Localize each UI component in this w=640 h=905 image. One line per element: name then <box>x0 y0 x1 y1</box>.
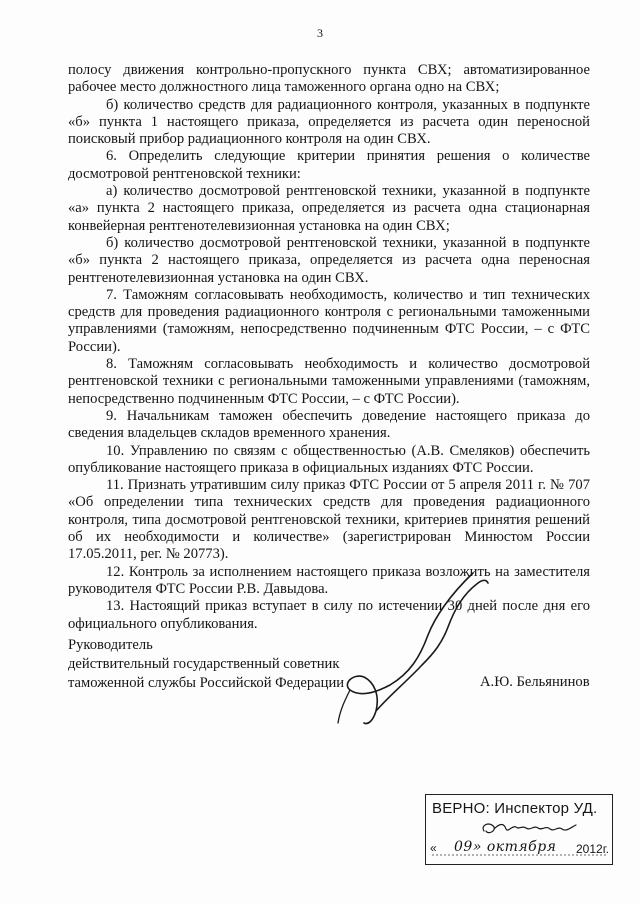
signatory-title-line: Руководитель <box>68 637 153 653</box>
stamp-date: 09» октября <box>454 839 557 855</box>
paragraph: б) количество досмотровой рентгеновской техники, указанной в подпункте «б» пункта 2 настоящего приказа, определяется из расчета одна переносная рентгенотелевизионная установка на один СВХ. <box>68 234 590 286</box>
paragraph: полосу движения контрольно-пропускного пункта СВХ; автоматизированное рабочее место должностного лица таможенного органа одно на СВХ; <box>68 62 590 96</box>
signatory-title-line: действительный государственный советник <box>68 656 340 672</box>
paragraph: 7. Таможням согласовывать необходимость, количество и тип технических средств для проведения радиационного контроля с региональными таможенными управлениями (таможням, непосредственно подчиненным ФТС России, – с ФТС России). <box>68 286 590 355</box>
certification-stamp <box>425 794 613 865</box>
paragraph: 10. Управлению по связям с общественностью (А.В. Смеляков) обеспечить опубликование настоящего приказа в официальных изданиях ФТС России. <box>68 442 590 476</box>
paragraph: 12. Контроль за исполнением настоящего приказа возложить на заместителя руководителя ФТС России Р.В. Давыдова. <box>68 563 590 597</box>
paragraph: 11. Признать утратившим силу приказ ФТС России от 5 апреля 2011 г. № 707 «Об определении типа технических средств для проведения радиационного контроля, типа досмотровой рентгеновской техники, критериев принятия решений об их необходимости и количестве» (зарегистрирован Минюстом России 17.05.2011, рег. № 20773). <box>68 477 590 563</box>
stamp-year: 2012г. <box>576 842 609 856</box>
paragraph: б) количество средств для радиационного контроля, указанных в подпункте «б» пункта 1 настоящего приказа, определяется из расчета один переносной поисковый прибор радиационного контроля на один СВХ. <box>68 96 590 148</box>
signatory-title-line: таможенной службы Российской Федерации <box>68 675 345 691</box>
signatory-title <box>68 636 368 693</box>
signatory-name: А.Ю. Бельянинов <box>480 674 590 690</box>
stamp-date-prefix: « <box>430 841 437 855</box>
paragraph: а) количество досмотровой рентгеновской техники, указанной в подпункте «а» пункта 2 настоящего приказа, определяется из расчета одна стационарная конвейерная рентгенотелевизионная установка на один СВХ; <box>68 183 590 234</box>
stamp-title: ВЕРНО: Инспектор УД. <box>432 800 598 817</box>
handwritten-signature <box>330 565 510 730</box>
paragraph: 9. Начальникам таможен обеспечить доведение настоящего приказа до сведения владельцев складов временного хранения. <box>68 407 590 442</box>
document-body <box>68 62 590 633</box>
paragraph: 13. Настоящий приказ вступает в силу по истечении 30 дней после дня его официального опубликования. <box>68 598 590 632</box>
page-number: 3 <box>317 26 323 40</box>
paragraph: 8. Таможням согласовывать необходимость и количество досмотровой рентгеновской техники с региональными таможенными управлениями (таможням, непосредственно подчиненным ФТС России, – с ФТС России). <box>68 356 590 407</box>
paragraph: 6. Определить следующие критерии принятия решения о количестве досмотровой рентгеновской техники: <box>68 148 590 182</box>
